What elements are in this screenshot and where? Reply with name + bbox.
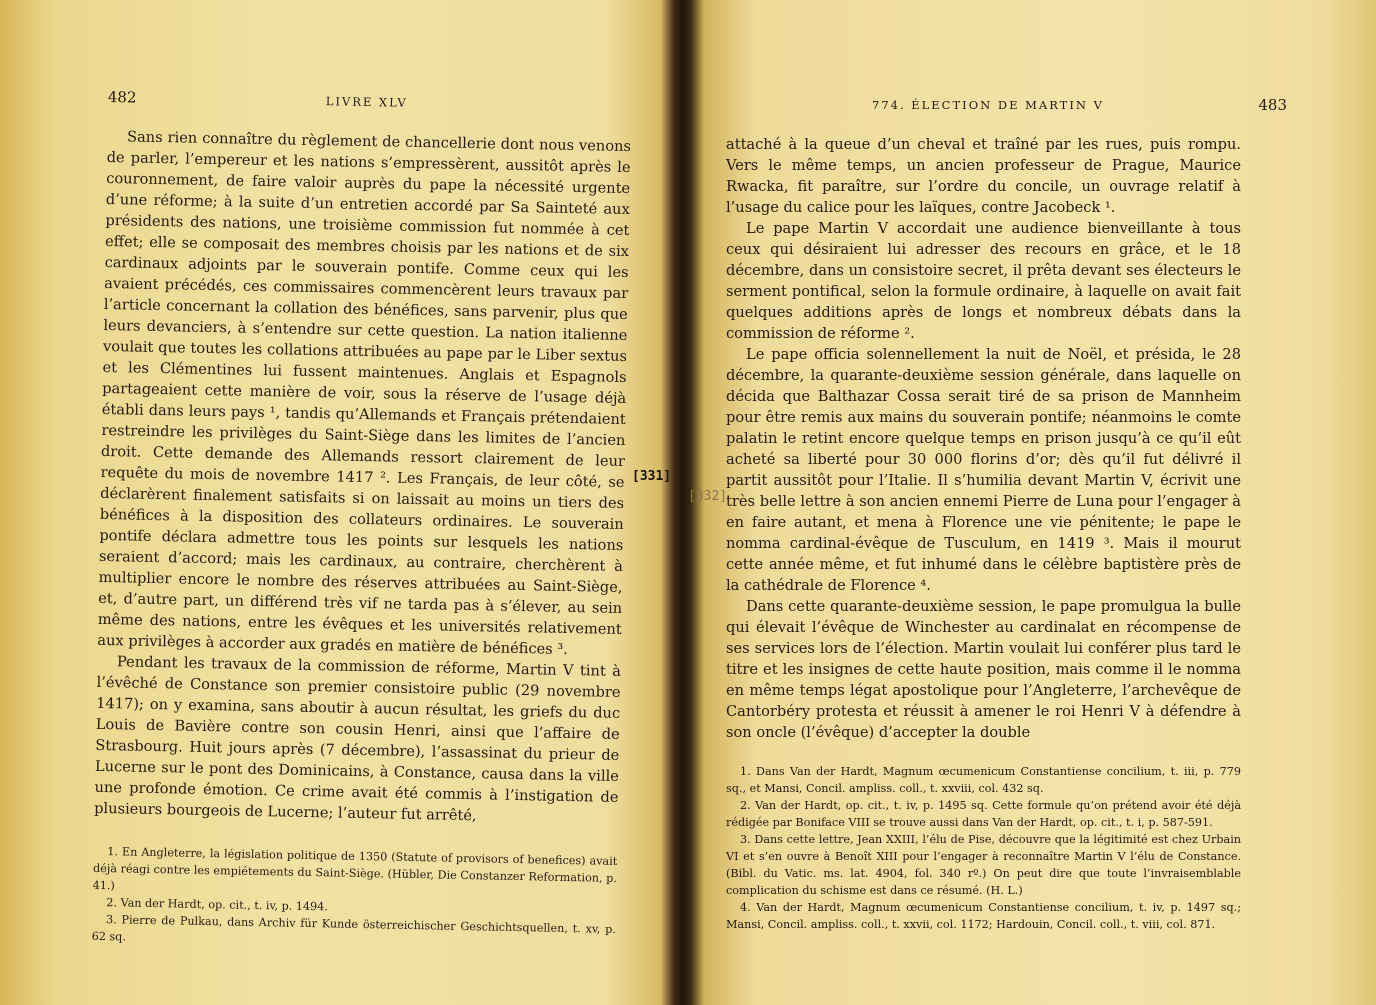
left-body-text xyxy=(94,126,631,829)
right-running-head: 774. ÉLECTION DE MARTIN V xyxy=(872,98,1104,112)
left-running-head: LIVRE XLV xyxy=(325,94,408,110)
left-footnote: 1. En Angleterre, la législation politique de 1350 (Statute of provisors of benefices) avait déjà réagi contre les empiétements du Saint-Siège. (Hübler, Die Constanzer Reformation, p. 41.) xyxy=(92,845,618,893)
margin-number-331: [331] xyxy=(632,469,672,484)
right-footnote: 1. Dans Van der Hardt, Magnum œcumenicum Constantiense concilium, t. iii, p. 779 sq., et Mansi, Concil. ampliss. coll., t. xxviii, col. 432 sq. xyxy=(726,765,1241,795)
right-paragraph: Le pape Martin V accordait une audience bienveillante à tous ceux qui désiraient lui adresser des recours en grâce, et le 18 décembre, dans un consistoire secret, il prêta devant ses électeurs le serment pontifical, selon la formule ordinaire, à laquelle on avait fait quelques additions après de longs et nombreux débats dans la commission de réforme ². xyxy=(726,220,1241,342)
right-paragraph: Dans cette quarante-deuxième session, le pape promulgua la bulle qui élevait l’évêque de Winchester au cardinalat en récompense de ses services lors de l’élection. Martin voulait lui conférer plus tard le titre et les insignes de cette haute position, mais comme il le nomma en même temps légat apostolique pour l’Angleterre, l’archevêque de Cantorbéry protesta et réussit à amener le roi Henri V à défendre à son oncle (l’évêque) d’accepter la double xyxy=(726,598,1241,741)
left-page-content xyxy=(92,88,632,955)
right-footnote: 4. Van der Hardt, Magnum œcumenicum Constantiense concilium, t. iv, p. 1497 sq.; Mansi, Concil. ampliss. coll., t. xxvii, col. 1172; Hardouin, Concil. coll., t. viii, col. 871. xyxy=(726,901,1241,931)
right-footnote: 3. Dans cette lettre, Jean XXIII, l’élu de Pise, découvre que la légitimité est chez Urbain VI et s’en ouvre à Benoît XIII pour l’engager à reconnaître Martin V l’élu de Constance. (Bibl. du Vatic. ms. lat. 4904, fol. 340 rº.) On peut dire que toute l’invraisemblable complication du schisme est dans ce résumé. (H. L.) xyxy=(726,833,1241,897)
left-paragraph: Sans rien connaître du règlement de chancellerie dont nous venons de parler, l’empereur et les nations s’empressèrent, aussitôt après le couronnement, de faire valoir auprès du pape la nécessité urgente d’une réforme; à la suite d’un entretien accordé par Sa Sainteté aux présidents des nations, une troisième commission fut nommée à cet effet; elle se composait des membres choisis par les nations et de six cardinaux adjoints par le souverain pontife. Comme ceux qui les avaient précédés, ces commissaires commencèrent leurs travaux par l’article concernant la collation des bénéfices, sans parvenir, plus que leurs devanciers, à s’entendre sur cette question. La nation italienne voulait que toutes les collations attribuées au pape par le Liber sextus et les Clémentines lui fussent maintenues. Anglais et Espagnols partageaient cette manière de voir, sous la réserve de l’usage déjà établi dans leurs pays ¹, tandis qu’Allemands et Français prétendaient restreindre les privilèges du Saint-Siège dans les limites de l’ancien droit. Cette demande des Allemands ressort clairement de leur requête du mois de novembre 1417 ². Les Français, de leur côté, se déclarèrent finalement satisfaits si on laissait au moins un tiers des bénéfices à la disposition des collateurs ordinaires. Le souverain pontife déclara admettre tous les points sur lesquels les nations seraient d’accord; mais les cardinaux, au contraire, cherchèrent à multiplier encore le nombre des réserves attribuées au Saint-Siège, et, d’autre part, un différend très vif ne tarda pas à s’élever, au sein même des nations, entre les évêques et les universités relativement aux privilèges à accorder aux gradés en matière de bénéfices ³. xyxy=(97,128,632,658)
left-footnote: 3. Pierre de Pulkau, dans Archiv für Kunde österreichischer Geschichtsquellen, t. xv, p. 62 sq. xyxy=(91,913,617,944)
right-footnote: 2. Van der Hardt, op. cit., t. iv, p. 1495 sq. Cette formule qu’on prétend avoir été déjà rédigée par Boniface VIII se trouve aussi dans Van der Hardt, op. cit., t. i, p. 587-591. xyxy=(726,799,1241,829)
right-footnotes xyxy=(726,763,1241,933)
left-page xyxy=(0,0,665,1005)
right-page-content xyxy=(726,96,1287,933)
left-footnotes xyxy=(92,843,618,955)
margin-number-332: [332] xyxy=(688,489,728,504)
left-page-number: 482 xyxy=(107,88,137,107)
right-page-number: 483 xyxy=(1258,96,1287,114)
right-paragraph: attaché à la queue d’un cheval et traîné par les rues, puis rompu. Vers le même temps, un ancien professeur de Prague, Maurice Rwacka, fit paraître, sur l’ordre du concile, un ouvrage relatif à l’usage du calice pour les laïques, contre Jacobeck ¹. xyxy=(726,136,1241,216)
left-paragraph: Pendant les travaux de la commission de réforme, Martin V tint à l’évêché de Constance son premier consistoire public (29 novembre 1417); on y examina, sans aboutir à aucun résultat, les griefs du duc Louis de Bavière contre son cousin Henri, ainsi que l’affaire de Strasbourg. Huit jours après (7 décembre), l’assassinat du prieur de Lucerne sur le pont des Dominicains, à Constance, causa dans la ville une profonde émotion. Ce crime avait été commis à l’instigation de plusieurs bourgeois de Lucerne; l’auteur fut arrêté, xyxy=(94,653,622,825)
right-page xyxy=(682,0,1376,1005)
left-footnote: 2. Van der Hardt, op. cit., t. iv, p. 1494. xyxy=(106,896,329,914)
right-body-text xyxy=(726,134,1241,743)
right-page-header xyxy=(726,96,1287,120)
right-paragraph: Le pape officia solennellement la nuit de Noël, et présida, le 28 décembre, la quarante-deuxième session générale, dans laquelle on décida que Balthazar Cossa serait tiré de sa prison de Mannheim pour être remis aux mains du souverain pontife; néanmoins le comte palatin le retint encore quelque temps en prison jusqu’à ce qu’il eût acheté sa liberté pour 30 000 florins d’or; dès qu’il fut délivré il partit aussitôt pour l’Italie. Il s’humilia devant Martin V, écrivit une très belle lettre à son ancien ennemi Pierre de Luna pour l’engager à en faire autant, et mena à Florence une vie pénitente; le pape le nomma cardinal-évêque de Tusculum, en 1419 ³. Mais il mourut cette année même, et fut inhumé dans le célèbre baptistère près de la cathédrale de Florence ⁴. xyxy=(726,346,1241,594)
left-page-header xyxy=(108,88,632,122)
